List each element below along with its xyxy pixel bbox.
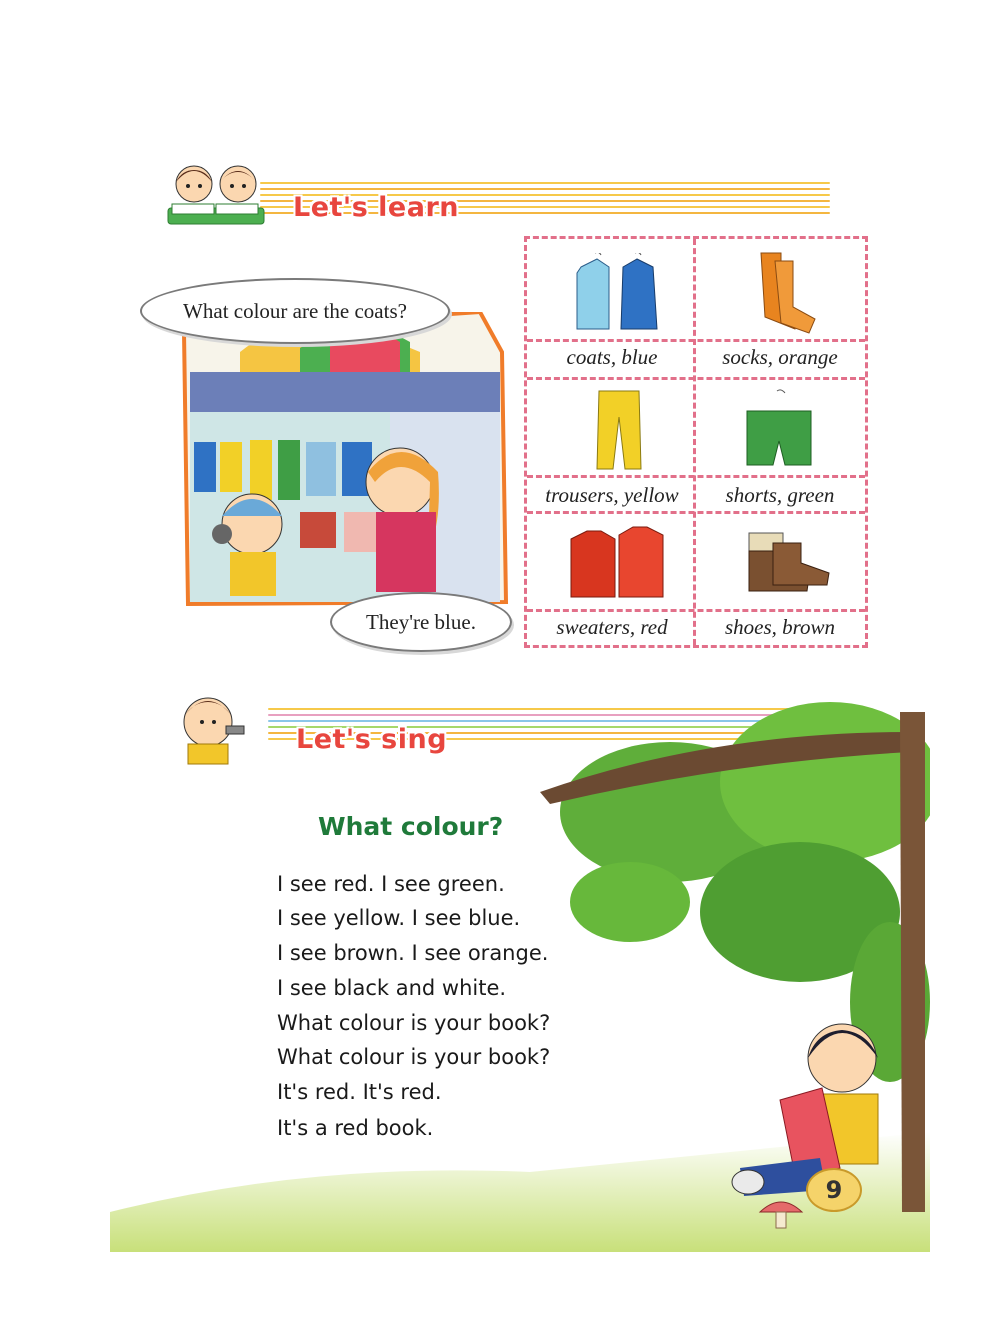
shop-illustration: [180, 312, 510, 612]
question-text: What colour are the coats?: [183, 298, 407, 323]
mushroom-icon: [756, 1192, 806, 1232]
trousers-icon: [589, 387, 649, 471]
shop-scene: [180, 312, 510, 612]
caption-sweaters: sweaters, red: [556, 615, 668, 639]
page-number: 9: [806, 1168, 862, 1212]
sing-section-title: Let's sing: [296, 724, 448, 755]
answer-bubble: [330, 592, 512, 652]
answer-text: They're blue.: [366, 609, 476, 634]
vocabulary-grid: [524, 236, 868, 648]
song-line: I see yellow. I see blue.: [277, 906, 521, 930]
question-bubble: [140, 278, 450, 344]
song-line: It's a red book.: [277, 1116, 434, 1140]
learn-section-title: Let's learn: [293, 192, 459, 223]
caption-shoes: shoes, brown: [724, 615, 836, 639]
song-line: What colour is your book?: [277, 1045, 551, 1069]
song-line: I see red. I see green.: [277, 872, 505, 896]
song-title: What colour?: [318, 812, 504, 841]
shoes-icon: [743, 527, 833, 597]
caption-shorts: shorts, green: [725, 483, 835, 507]
song-line: What colour is your book?: [277, 1011, 551, 1035]
learn-header: [160, 160, 840, 230]
caption-socks: socks, orange: [722, 345, 838, 369]
kids-reading-icon: [160, 160, 270, 230]
caption-coats: coats, blue: [566, 345, 658, 369]
song-line: I see black and white.: [277, 976, 507, 1000]
song-line: It's red. It's red.: [277, 1080, 442, 1104]
socks-icon: [741, 251, 821, 335]
song-line: I see brown. I see orange.: [277, 941, 549, 965]
shorts-icon: [741, 389, 817, 469]
caption-trousers: trousers, yellow: [545, 483, 679, 507]
sweaters-icon: [567, 523, 667, 603]
coats-icon: [571, 253, 667, 333]
